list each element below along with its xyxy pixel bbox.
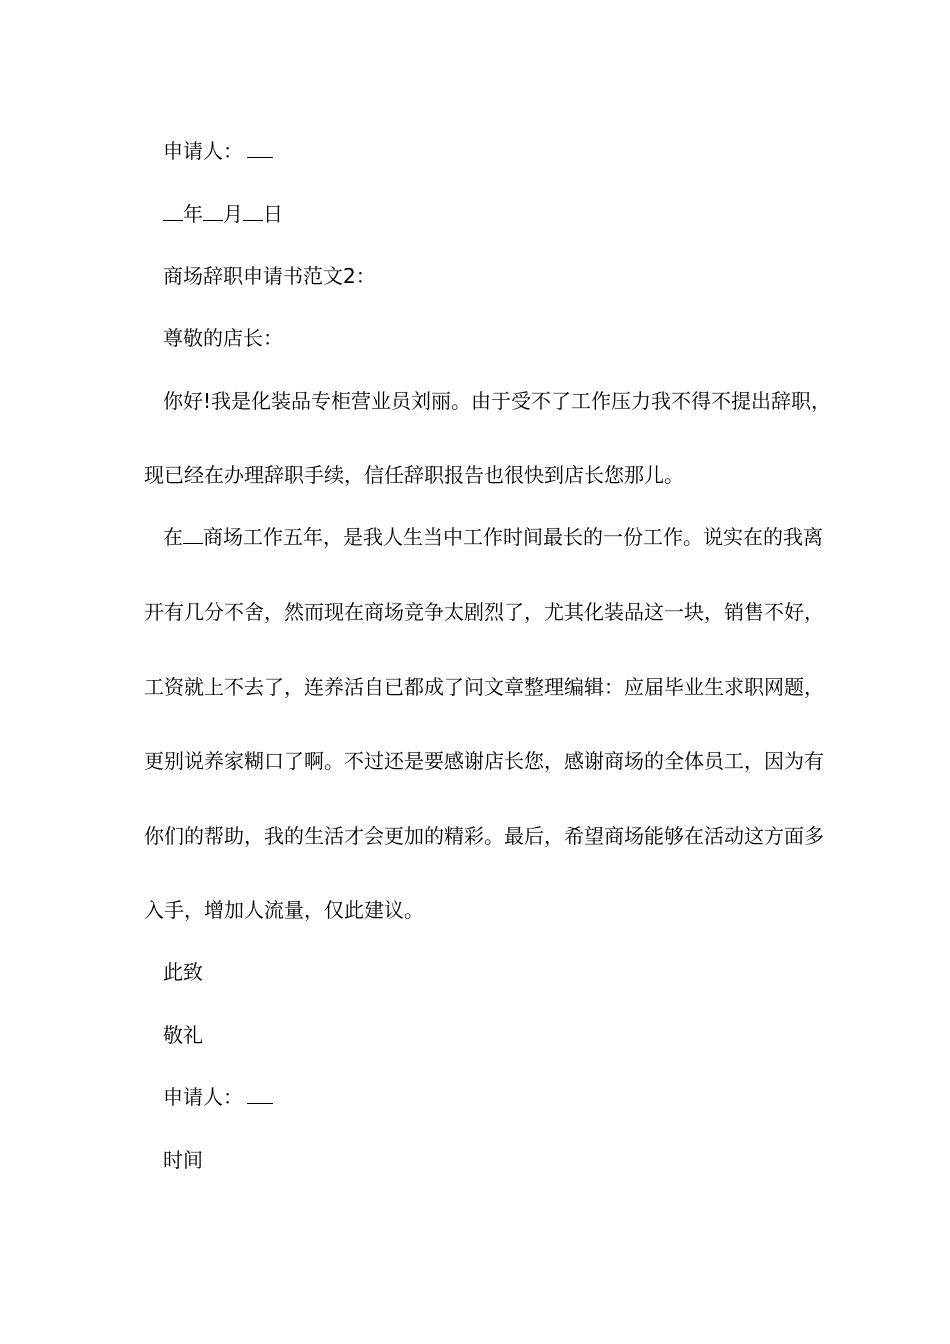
year-blank — [163, 202, 183, 221]
paragraph-line: 现已经在办理辞职手续，信任辞职报告也很快到店长您那儿。 — [144, 463, 684, 487]
year-label: 年 — [183, 202, 203, 226]
mall-name-blank — [183, 525, 203, 544]
paragraph-text: 商场工作五年，是我人生当中工作时间最长的一份工作。说实在的我离 — [203, 525, 823, 549]
day-label: 日 — [263, 202, 283, 226]
paragraph-line: 入手，增加人流量，仅此建议。 — [144, 898, 424, 922]
closing-line: 此致 — [163, 960, 203, 984]
signature-blank — [247, 139, 273, 158]
paragraph-line — [163, 523, 823, 551]
month-blank — [203, 202, 223, 221]
applicant-label: 申请人： — [163, 139, 243, 163]
salutation: 尊敬的店长： — [163, 326, 283, 350]
section-heading: 商场辞职申请书范文2： — [163, 264, 376, 288]
paragraph-line: 工资就上不去了，连养活自已都成了问文章整理编辑：应届毕业生求职网题， — [144, 675, 824, 699]
applicant-line-1 — [163, 137, 823, 165]
applicant-label: 申请人： — [163, 1085, 243, 1109]
closing-line: 敬礼 — [163, 1023, 203, 1047]
paragraph-line: 你们的帮助，我的生活才会更加的精彩。最后，希望商场能够在活动这方面多 — [144, 824, 824, 848]
applicant-line-2 — [163, 1083, 823, 1111]
paragraph-line: 你好!我是化装品专柜营业员刘丽。由于受不了工作压力我不得不提出辞职， — [163, 389, 832, 413]
day-blank — [243, 202, 263, 221]
time-label: 时间 — [163, 1148, 203, 1172]
signature-blank — [247, 1085, 273, 1104]
paragraph-line: 更别说养家糊口了啊。不过还是要感谢店长您，感谢商场的全体员工，因为有 — [144, 749, 824, 773]
month-label: 月 — [223, 202, 243, 226]
date-line-1 — [163, 200, 823, 228]
paragraph-text: 在 — [163, 525, 183, 549]
paragraph-line: 开有几分不舍，然而现在商场竞争太剧烈了，尤其化装品这一块，销售不好， — [144, 600, 824, 624]
